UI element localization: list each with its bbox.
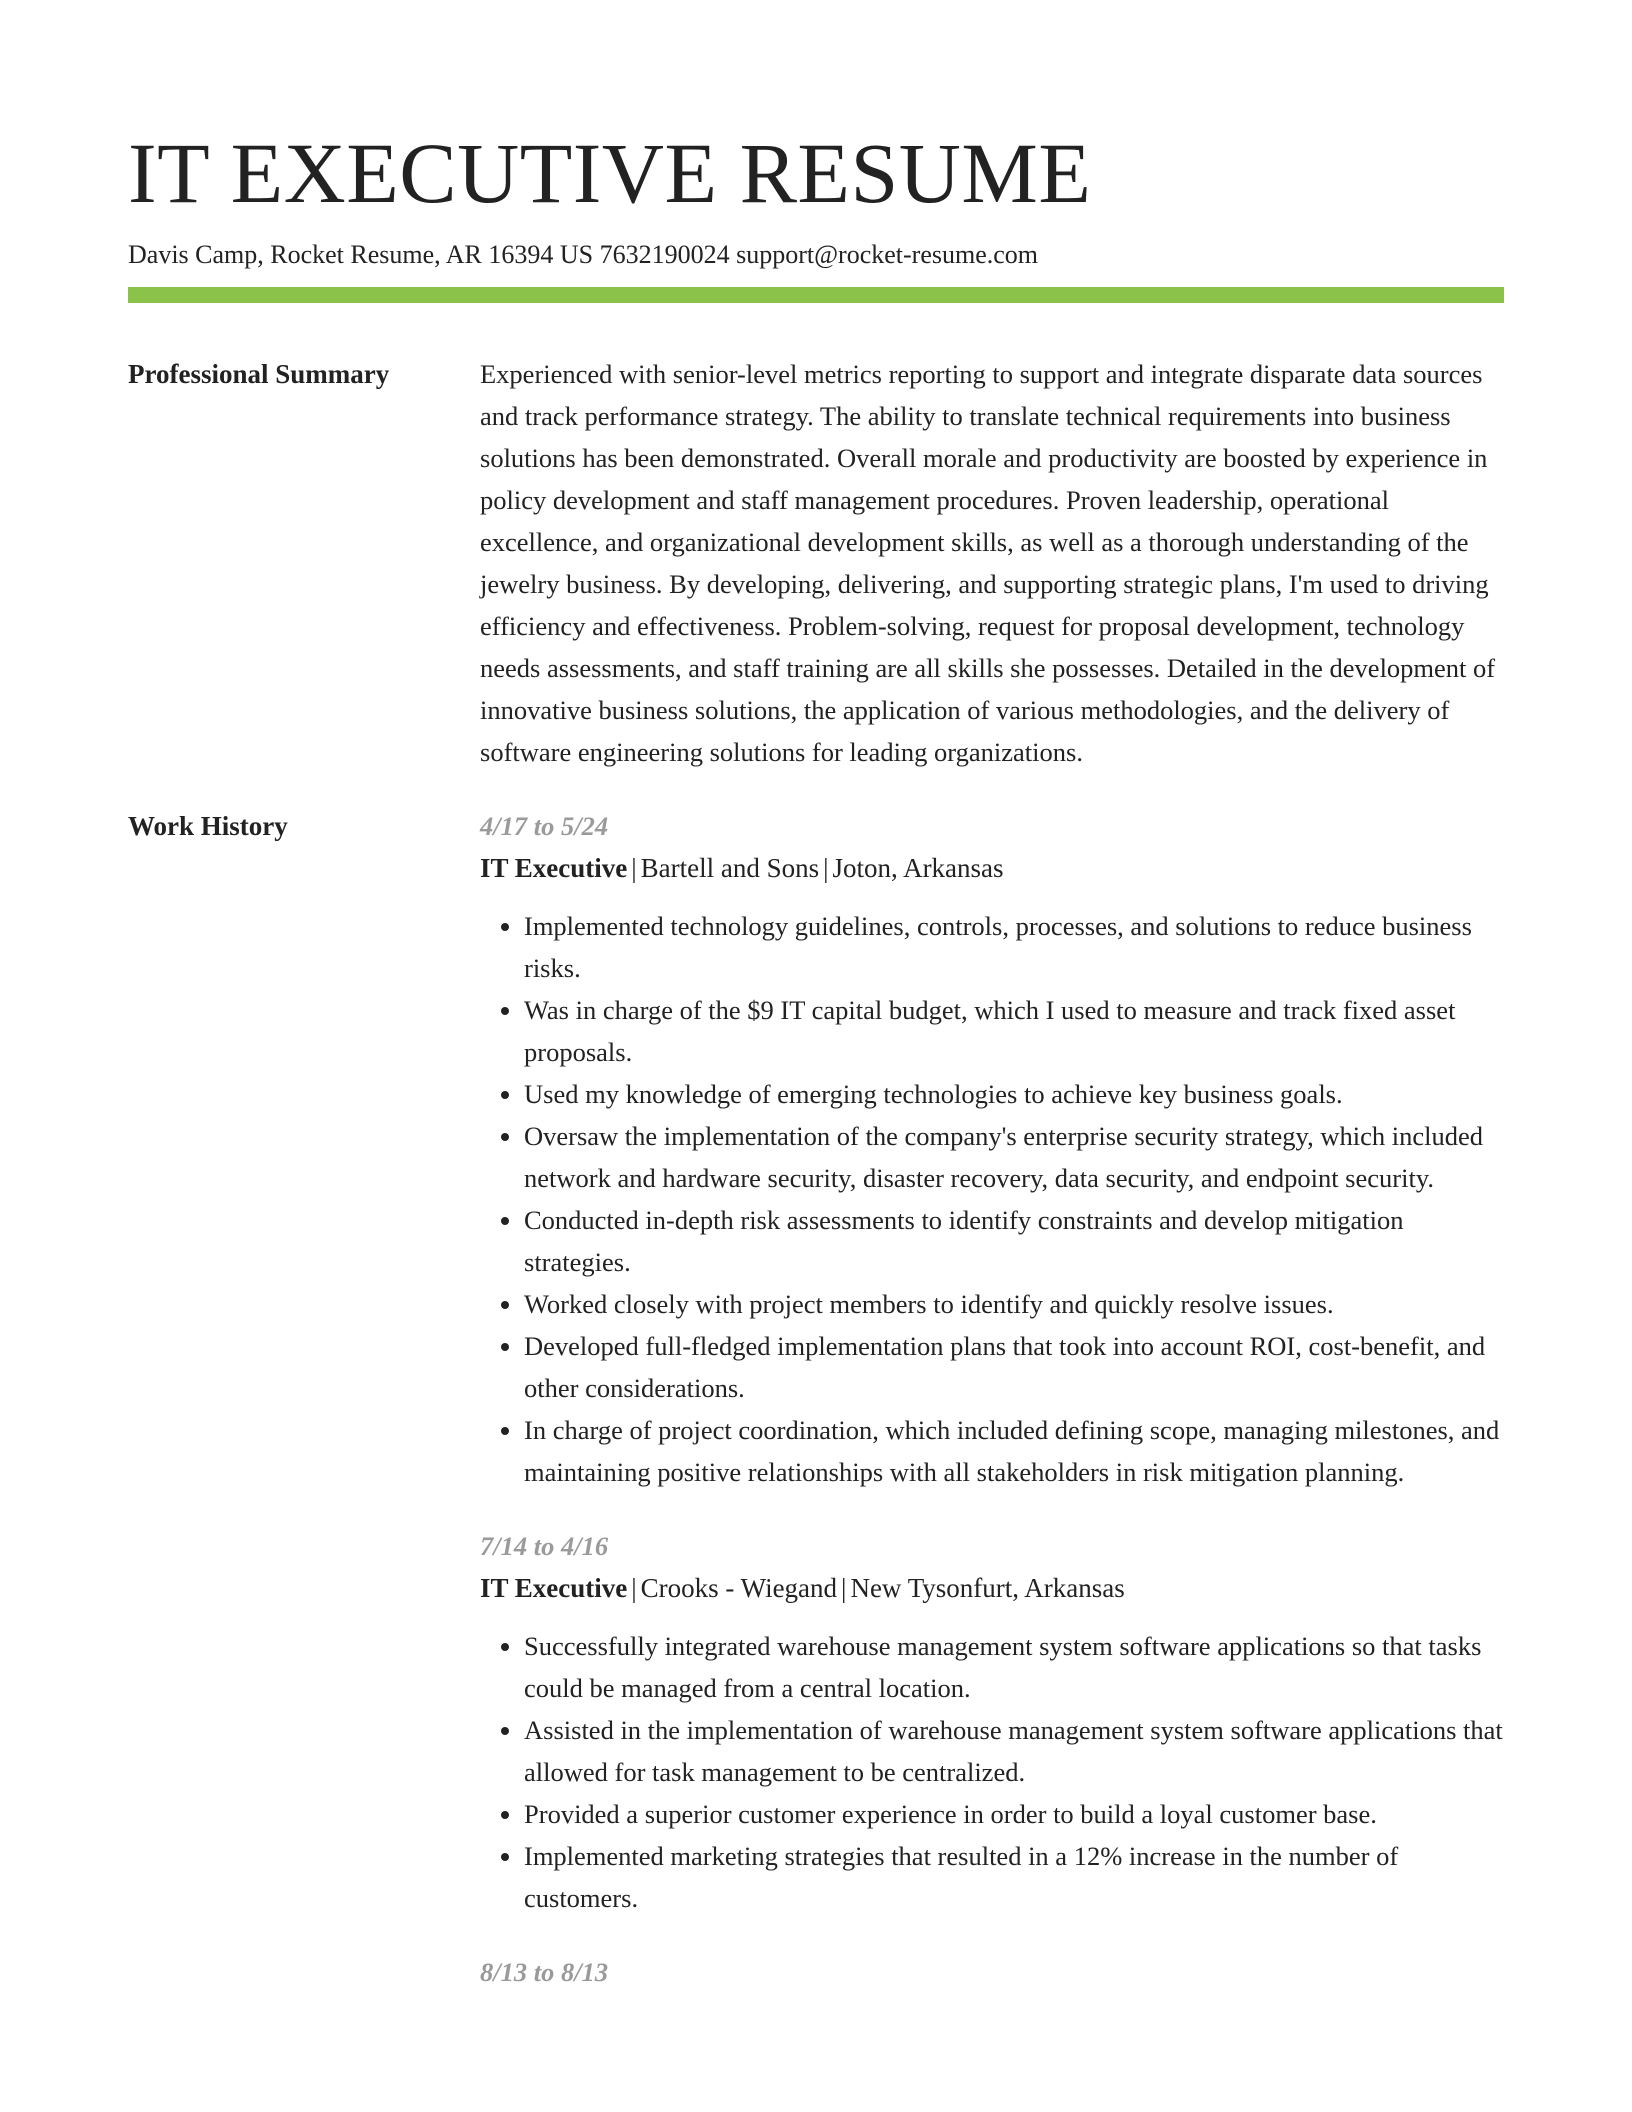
separator: | bbox=[823, 853, 829, 883]
contact-line: Davis Camp, Rocket Resume, AR 16394 US 7632190024 support@rocket-resume.com bbox=[128, 240, 1038, 269]
job-header bbox=[480, 1567, 1504, 1609]
separator: | bbox=[631, 853, 637, 883]
job-bullet: • Successfully integrated warehouse management system software applications so that tasks could be managed from a central location. bbox=[524, 1625, 1504, 1709]
job-entry bbox=[480, 805, 1504, 1493]
job-title: IT Executive bbox=[480, 1573, 628, 1603]
job-bullet: • Developed full-fledged implementation plans that took into account ROI, cost-benefit, and other considerations. bbox=[524, 1325, 1504, 1409]
resume-title: IT EXECUTIVE RESUME bbox=[128, 125, 1092, 221]
job-dates: 8/13 to 8/13 bbox=[480, 1957, 609, 1987]
job-header bbox=[480, 847, 1504, 889]
job-bullet: • Implemented technology guidelines, controls, processes, and solutions to reduce business risks. bbox=[524, 905, 1504, 989]
job-bullet: • Oversaw the implementation of the company's enterprise security strategy, which included network and hardware security, disaster recovery, data security, and endpoint security. bbox=[524, 1115, 1504, 1199]
work-history-heading: Work History bbox=[128, 811, 288, 841]
summary-section bbox=[128, 353, 1504, 773]
summary-text: Experienced with senior-level metrics reporting to support and integrate disparate data sources and track performance strategy. The ability to translate technical requirements into business solutions has been demonstrated. Overall morale and productivity are boosted by experience in policy development and staff management procedures. Proven leadership, operational excellence, and organizational development skills, as well as a thorough understanding of the jewelry business. By developing, delivering, and supporting strategic plans, I'm used to driving efficiency and effectiveness. Problem-solving, request for proposal development, technology needs assessments, and staff training are all skills she possesses. Detailed in the development of innovative business solutions, the application of various methodologies, and the delivery of software engineering solutions for leading organizations. bbox=[480, 359, 1496, 767]
job-title: IT Executive bbox=[480, 853, 628, 883]
separator: | bbox=[841, 1573, 847, 1603]
job-dates: 7/14 to 4/16 bbox=[480, 1531, 609, 1561]
job-bullet-list bbox=[480, 1625, 1504, 1919]
summary-heading: Professional Summary bbox=[128, 359, 390, 389]
job-bullet: • Conducted in-depth risk assessments to identify constraints and develop mitigation strategies. bbox=[524, 1199, 1504, 1283]
job-bullet: • Used my knowledge of emerging technologies to achieve key business goals. bbox=[524, 1073, 1504, 1115]
job-bullet: • Assisted in the implementation of warehouse management system software applications that allowed for task management to be centralized. bbox=[524, 1709, 1504, 1793]
job-bullet: • Was in charge of the $9 IT capital budget, which I used to measure and track fixed asset proposals. bbox=[524, 989, 1504, 1073]
work-history-section bbox=[128, 805, 1504, 2025]
job-bullet: • In charge of project coordination, which included defining scope, managing milestones, and maintaining positive relationships with all stakeholders in risk mitigation planning. bbox=[524, 1409, 1504, 1493]
job-company: Bartell and Sons bbox=[640, 853, 820, 883]
job-bullet: • Implemented marketing strategies that resulted in a 12% increase in the number of customers. bbox=[524, 1835, 1504, 1919]
job-entry bbox=[480, 1951, 1504, 1993]
accent-divider bbox=[128, 287, 1504, 303]
job-entry bbox=[480, 1525, 1504, 1919]
job-company: Crooks - Wiegand bbox=[640, 1573, 838, 1603]
resume-page bbox=[128, 0, 1504, 2025]
job-location: Joton, Arkansas bbox=[832, 853, 1004, 883]
separator: | bbox=[631, 1573, 637, 1603]
job-bullet: • Worked closely with project members to identify and quickly resolve issues. bbox=[524, 1283, 1504, 1325]
job-dates: 4/17 to 5/24 bbox=[480, 811, 609, 841]
job-location: New Tysonfurt, Arkansas bbox=[850, 1573, 1125, 1603]
job-bullet-list bbox=[480, 905, 1504, 1493]
job-bullet: • Provided a superior customer experience in order to build a loyal customer base. bbox=[524, 1793, 1504, 1835]
